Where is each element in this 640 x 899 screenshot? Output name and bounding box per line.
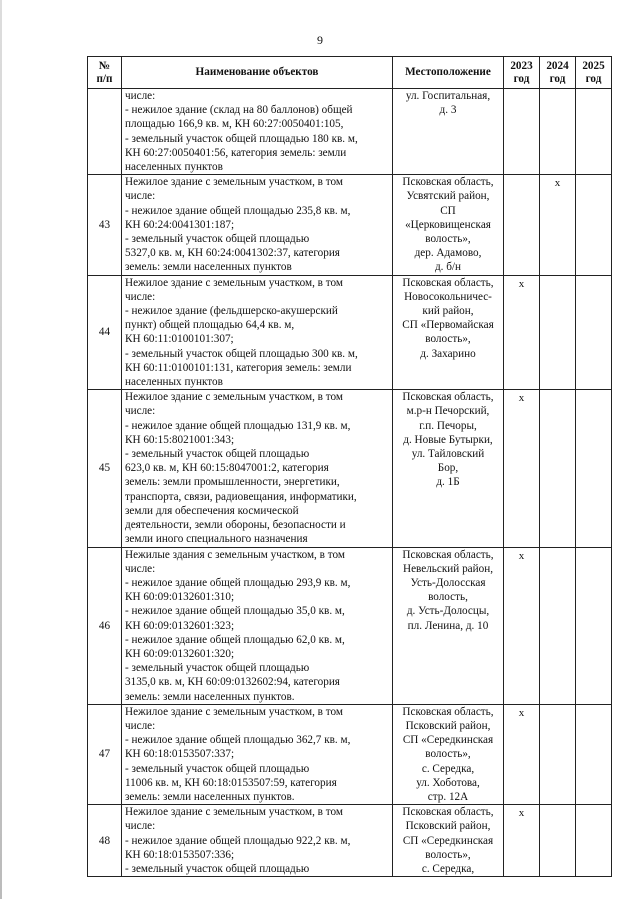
location-line: с. Середка, [421, 862, 475, 875]
object-description [122, 805, 393, 877]
year-cell-2023 [504, 805, 540, 877]
location-line: СП «Первомайская [402, 319, 494, 332]
description-line: Нежилые здания с земельным участком, в том [125, 548, 345, 561]
description-line: 3135,0 кв. м, КН 60:09:0132602:94, категория [125, 676, 340, 689]
description-line: Нежилое здание с земельным участком, в том [125, 276, 343, 289]
year-cell-2024 [540, 89, 576, 175]
location-line: д. б/н [434, 261, 462, 274]
description-line: числе: [125, 190, 156, 203]
header-2023-label: 2023 год [510, 60, 533, 85]
header-2023 [504, 57, 540, 89]
description-line: - нежилое здание общей площадью 362,7 кв. м, [125, 734, 351, 747]
row-number: 48 [88, 805, 122, 877]
description-line: - нежилое здание общей площадью 922,2 кв. м, [125, 834, 351, 847]
row-number [88, 89, 122, 175]
description-line: числе: [125, 562, 156, 575]
year-cell-2025 [576, 390, 612, 547]
description-line: КН 60:15:8021001:343; [125, 433, 235, 446]
row-number: 43 [88, 175, 122, 275]
description-line: 5327,0 кв. м, КН 60:24:0041302:37, категория [125, 247, 340, 260]
object-location [393, 175, 504, 275]
description-line: КН 60:27:0050401:56, категория земель: земли [125, 146, 347, 159]
page-number: 9 [317, 33, 323, 47]
object-location [393, 805, 504, 877]
year-mark: х [554, 177, 561, 190]
header-2025-label: 2025 год [582, 60, 605, 85]
table-row [88, 89, 612, 175]
table-header-row [88, 57, 612, 89]
description-line: земель: земли населенных пунктов [125, 261, 292, 274]
location-line: Бор, [437, 462, 459, 475]
location-line: волость», [425, 848, 471, 861]
description-line: числе: [125, 820, 156, 833]
description-line: числе: [125, 90, 156, 102]
year-cell-2025 [576, 704, 612, 804]
location-line: м.р-н Печорский, [406, 405, 490, 418]
object-location [393, 89, 504, 175]
description-line: - земельный участок общей площадью [125, 662, 310, 675]
location-line: д. 1Б [436, 476, 460, 489]
location-line: Псковская область, [402, 176, 494, 189]
object-location [393, 275, 504, 390]
description-line: - земельный участок общей площадью [125, 233, 310, 246]
year-mark: х [518, 807, 525, 820]
year-cell-2025 [576, 275, 612, 390]
year-cell-2024 [540, 547, 576, 704]
year-mark: х [518, 392, 525, 405]
table-row [88, 175, 612, 275]
year-cell-2024 [540, 704, 576, 804]
location-line: с. Середка, [421, 762, 475, 775]
location-line: пл. Ленина, д. 10 [407, 619, 489, 632]
location-line: Псковская область, [402, 705, 494, 718]
location-line: ул. Тайловский [411, 448, 485, 461]
description-line: земель: земли промышленности, энергетики, [125, 476, 340, 489]
location-line: г.п. Печоры, [419, 419, 477, 432]
description-line: - нежилое здание общей площадью 293,9 кв. м, [125, 576, 351, 589]
location-line: Псковский район, [405, 719, 491, 732]
header-location [393, 57, 504, 89]
year-mark: х [518, 277, 525, 290]
location-line: «Церковищенская [405, 218, 491, 231]
object-description [122, 175, 393, 275]
description-line: земель: земли населенных пунктов. [125, 690, 295, 703]
description-line: - земельный участок общей площадью 180 кв. м, [125, 132, 358, 145]
location-line: д. Усть-Долосцы, [406, 605, 490, 618]
scan-edge [0, 0, 2, 899]
row-number: 45 [88, 390, 122, 547]
row-number: 46 [88, 547, 122, 704]
header-num-label: № п/п [96, 60, 113, 85]
location-line: кий район, [422, 305, 474, 318]
description-line: Нежилое здание с земельным участком, в том [125, 176, 343, 189]
description-line: - земельный участок общей площадью [125, 762, 310, 775]
location-line: Псковская область, [402, 548, 494, 561]
description-line: Нежилое здание с земельным участком, в том [125, 705, 343, 718]
description-line: - нежилое здание общей площадью 131,9 кв. м, [125, 419, 351, 432]
location-line: стр. 12А [427, 790, 469, 803]
object-description [122, 704, 393, 804]
description-line: - нежилое здание общей площадью 235,8 кв. м, [125, 204, 351, 217]
description-line: - нежилое здание общей площадью 62,0 кв. м, [125, 633, 345, 646]
description-line: площадью 166,9 кв. м, КН 60:27:0050401:105, [125, 118, 344, 131]
description-line: КН 60:09:0132601:323; [125, 619, 235, 632]
year-cell-2024 [540, 390, 576, 547]
row-number: 44 [88, 275, 122, 390]
year-cell-2025 [576, 547, 612, 704]
description-line: Нежилое здание с земельным участком, в том [125, 391, 343, 404]
header-2024-label: 2024 год [546, 60, 569, 85]
year-mark: х [518, 549, 525, 562]
year-cell-2024 [540, 275, 576, 390]
year-cell-2023 [504, 89, 540, 175]
location-line: волость, [428, 591, 468, 604]
year-cell-2025 [576, 89, 612, 175]
location-line: волость», [425, 233, 471, 246]
object-description [122, 89, 393, 175]
header-name [122, 57, 393, 89]
year-cell-2024 [540, 175, 576, 275]
row-number: 47 [88, 704, 122, 804]
location-line: Новосокольничес- [404, 290, 492, 303]
location-line: СП [440, 204, 456, 217]
location-line: д. Захарино [420, 347, 476, 360]
location-line: ул. Хоботова, [416, 776, 480, 789]
description-line: земли для обеспечения космической [125, 504, 299, 517]
description-line: населенных пунктов [125, 161, 223, 174]
year-cell-2023 [504, 704, 540, 804]
description-line: КН 60:24:0041301:187; [125, 218, 235, 231]
location-line: Псковская область, [402, 276, 494, 289]
table-row [88, 390, 612, 547]
description-line: транспорта, связи, радиовещания, информатики, [125, 490, 357, 503]
location-line: Усть-Долосская [410, 576, 486, 589]
description-line: земли иного специального назначения [125, 533, 308, 546]
object-description [122, 275, 393, 390]
description-line: КН 60:09:0132601:320; [125, 647, 235, 660]
description-line: - земельный участок общей площадью [125, 862, 310, 875]
description-line: 623,0 кв. м, КН 60:15:8047001:2, категория [125, 462, 329, 475]
description-line: числе: [125, 719, 156, 732]
location-line: волость», [425, 333, 471, 346]
location-line: СП «Середкинская [402, 734, 494, 747]
description-line: КН 60:11:0100101:131, категория земель: земли [125, 361, 352, 374]
description-line: земель: земли населенных пунктов. [125, 790, 295, 803]
year-cell-2023 [504, 175, 540, 275]
description-line: числе: [125, 405, 156, 418]
object-location [393, 547, 504, 704]
table-body [88, 89, 612, 877]
description-line: 11006 кв. м, КН 60:18:0153507:59, категория [125, 776, 337, 789]
year-cell-2023 [504, 275, 540, 390]
year-cell-2025 [576, 805, 612, 877]
location-line: д. Новые Бутырки, [403, 433, 493, 446]
description-line: КН 60:18:0153507:336; [125, 848, 235, 861]
description-line: - земельный участок общей площадью 300 кв. м, [125, 347, 358, 360]
description-line: - нежилое здание (склад на 80 баллонов) общей [125, 104, 353, 117]
header-num [88, 57, 122, 89]
description-line: пункт) общей площадью 64,4 кв. м, [125, 319, 295, 332]
location-line: СП «Середкинская [402, 834, 494, 847]
table-row [88, 275, 612, 390]
object-description [122, 547, 393, 704]
location-line: ул. Госпитальная, [405, 90, 491, 102]
description-line: КН 60:18:0153507:337; [125, 748, 235, 761]
table-row [88, 547, 612, 704]
header-name-label: Наименование объектов [195, 66, 319, 79]
description-line: - земельный участок общей площадью [125, 448, 310, 461]
location-line: Усвятский район, [406, 190, 490, 203]
location-line: д. 3 [439, 104, 457, 117]
description-line: - нежилое здание (фельдшерско-акушерский [125, 305, 338, 318]
header-2024 [540, 57, 576, 89]
objects-table [87, 56, 612, 877]
object-location [393, 704, 504, 804]
location-line: Невельский район, [402, 562, 493, 575]
year-mark: х [518, 706, 525, 719]
table-row [88, 805, 612, 877]
description-line: числе: [125, 290, 156, 303]
year-cell-2024 [540, 805, 576, 877]
year-cell-2023 [504, 390, 540, 547]
object-location [393, 390, 504, 547]
description-line: деятельности, земли обороны, безопасности и [125, 519, 346, 532]
year-cell-2023 [504, 547, 540, 704]
location-line: Псковский район, [405, 820, 491, 833]
location-line: волость», [425, 748, 471, 761]
description-line: КН 60:09:0132601:310; [125, 591, 235, 604]
object-description [122, 390, 393, 547]
description-line: - нежилое здание общей площадью 35,0 кв. м, [125, 605, 345, 618]
header-2025 [576, 57, 612, 89]
location-line: Псковская область, [402, 391, 494, 404]
location-line: Псковская область, [402, 806, 494, 819]
header-location-label: Местоположение [405, 66, 491, 79]
table-row [88, 704, 612, 804]
description-line: КН 60:11:0100101:307; [125, 333, 234, 346]
year-cell-2025 [576, 175, 612, 275]
description-line: Нежилое здание с земельным участком, в том [125, 806, 343, 819]
location-line: дер. Адамово, [414, 247, 482, 260]
description-line: населенных пунктов [125, 376, 223, 389]
